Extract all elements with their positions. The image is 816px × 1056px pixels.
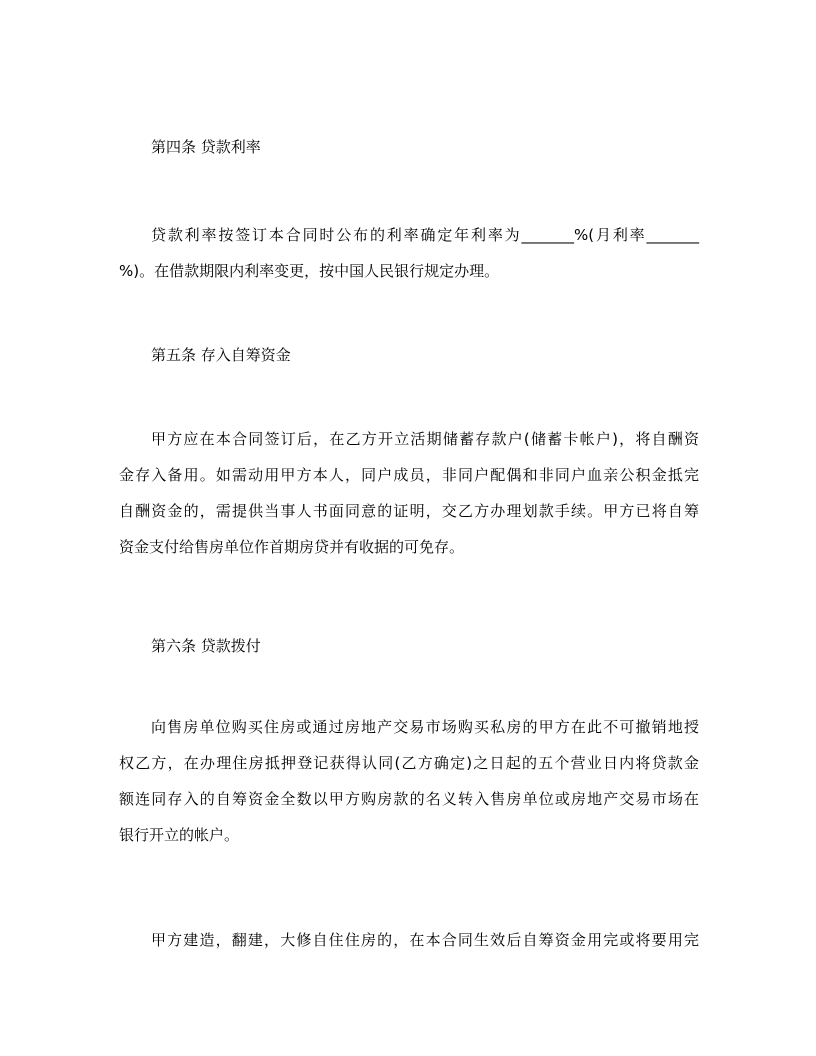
paragraph-line: 资金支付给售房单位作首期房贷并有收据的可免存。: [119, 538, 465, 556]
paragraph-line: 权乙方，在办理住房抵押登记获得认同(乙方确定)之日起的五个营业日内将贷款金: [119, 754, 699, 772]
paragraph-line: 贷款利率按签订本合同时公布的利率确定年利率为_______%(月利率_______: [151, 226, 699, 244]
paragraph-line: 额连同存入的自筹资金全数以甲方购房款的名义转入售房单位或房地产交易市场在: [119, 790, 699, 808]
article-6-paragraph-2: [119, 922, 699, 958]
article-6-paragraph-1: [119, 709, 699, 853]
paragraph-line: 甲方建造，翻建，大修自住住房的，在本合同生效后自筹资金用完或将要用完: [151, 931, 699, 949]
article-6-heading: 第六条 贷款拨付: [151, 637, 261, 655]
article-4-heading: 第四条 贷款利率: [151, 138, 261, 156]
paragraph-line: 甲方应在本合同签订后，在乙方开立活期储蓄存款户(储蓄卡帐户)，将自酬资: [151, 430, 699, 448]
paragraph-line: 金存入备用。如需动用甲方本人，同户成员，非同户配偶和非同户血亲公积金抵完: [119, 466, 699, 484]
paragraph-line: 银行开立的帐户。: [119, 826, 240, 844]
paragraph-line: %)。在借款期限内利率变更，按中国人民银行规定办理。: [119, 262, 500, 280]
article-5-paragraph: [119, 421, 699, 565]
article-5-heading: 第五条 存入自筹资金: [151, 346, 291, 364]
article-4-paragraph: [119, 217, 699, 289]
paragraph-line: 自酬资金的，需提供当事人书面同意的证明，交乙方办理划款手续。甲方已将自筹: [119, 502, 699, 520]
paragraph-line: 向售房单位购买住房或通过房地产交易市场购买私房的甲方在此不可撤销地授: [151, 718, 699, 736]
